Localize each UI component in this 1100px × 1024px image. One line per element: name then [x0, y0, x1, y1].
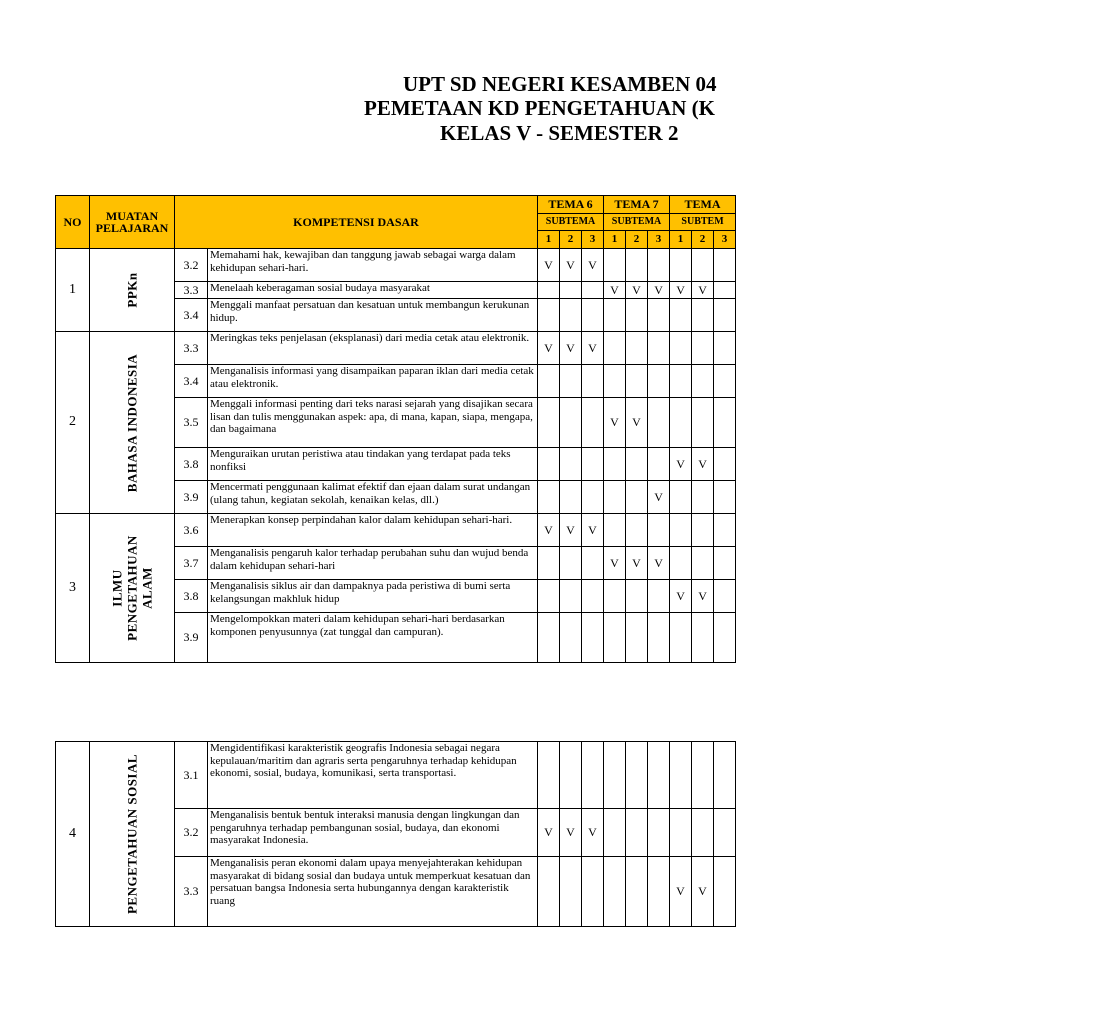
mark-cell: [648, 332, 670, 365]
mark-cell: [538, 742, 560, 809]
mark-cell: V: [670, 448, 692, 481]
mark-cell: [626, 809, 648, 857]
mark-cell: V: [692, 282, 714, 299]
row-number: 3: [56, 514, 90, 663]
subject-label-line: ALAM: [139, 567, 155, 609]
mark-cell: [648, 742, 670, 809]
kd-number: 3.6: [175, 514, 208, 547]
mark-cell: [670, 365, 692, 398]
mark-cell: [604, 448, 626, 481]
mark-cell: [582, 857, 604, 927]
subject-cell: [90, 514, 175, 663]
header-subtema: SUBTEMA: [604, 214, 670, 231]
mark-cell: [692, 742, 714, 809]
mark-cell: V: [604, 547, 626, 580]
kd-description: Menganalisis peran ekonomi dalam upaya menyejahterakan kehidupan masyarakat di bidang sosial dan budaya untuk memperkuat kesatuan dan persatuan bangsa Indonesia serta hubungannya dengan karakteristik ruang: [208, 857, 538, 927]
mark-cell: [538, 365, 560, 398]
class-semester: KELAS V - SEMESTER 2: [440, 121, 679, 145]
document-title: PEMETAAN KD PENGETAHUAN (K: [364, 96, 715, 120]
mark-cell: V: [670, 857, 692, 927]
mark-cell: V: [582, 514, 604, 547]
mark-cell: [560, 448, 582, 481]
mark-cell: [604, 809, 626, 857]
mark-cell: [582, 547, 604, 580]
mark-cell: [714, 249, 736, 282]
header-tema-7: TEMA 7: [604, 196, 670, 214]
mark-cell: [560, 398, 582, 448]
mark-cell: [582, 299, 604, 332]
kd-number: 3.5: [175, 398, 208, 448]
mark-cell: [692, 613, 714, 663]
header-subtema: SUBTEMA: [538, 214, 604, 231]
mark-cell: [626, 857, 648, 927]
table-row: [56, 742, 736, 809]
mark-cell: [626, 448, 648, 481]
mark-cell: V: [538, 249, 560, 282]
mark-cell: [560, 857, 582, 927]
mark-cell: [560, 613, 582, 663]
mark-cell: [692, 547, 714, 580]
kd-description: Mengidentifikasi karakteristik geografis Indonesia sebagai negara kepulauan/maritim dan agraris serta pengaruhnya terhadap kehidupan ekonomi, sosial, budaya, komunikasi, serta transportasi.: [208, 742, 538, 809]
mark-cell: [538, 857, 560, 927]
mark-cell: [670, 249, 692, 282]
mark-cell: V: [670, 282, 692, 299]
mark-cell: V: [604, 398, 626, 448]
kd-description: Mencermati penggunaan kalimat efektif dan ejaan dalam surat undangan (ulang tahun, kegiatan sekolah, kenaikan kelas, dll.): [208, 481, 538, 514]
mark-cell: V: [626, 282, 648, 299]
mark-cell: [714, 481, 736, 514]
table-row: [56, 249, 736, 282]
header-tema-8: TEMA: [670, 196, 736, 214]
row-number: 4: [56, 742, 90, 927]
subject-label: PPKn: [124, 272, 140, 308]
mark-cell: [670, 514, 692, 547]
mark-cell: V: [538, 809, 560, 857]
kd-description: Meringkas teks penjelasan (eksplanasi) dari media cetak atau elektronik.: [208, 332, 538, 365]
mark-cell: [714, 365, 736, 398]
mark-cell: [626, 299, 648, 332]
mark-cell: [538, 613, 560, 663]
mark-cell: [538, 282, 560, 299]
kd-description: Menguraikan urutan peristiwa atau tindakan yang terdapat pada teks nonfiksi: [208, 448, 538, 481]
mark-cell: V: [692, 580, 714, 613]
mark-cell: [648, 613, 670, 663]
kd-description: Menganalisis bentuk bentuk interaksi manusia dengan lingkungan dan pengaruhnya terhadap pembangunan sosial, budaya, dan ekonomi masyarakat Indonesia.: [208, 809, 538, 857]
mark-cell: V: [582, 809, 604, 857]
mark-cell: [692, 514, 714, 547]
header-subtema-number: 2: [626, 231, 648, 249]
mark-cell: [670, 547, 692, 580]
row-number: 2: [56, 332, 90, 514]
mark-cell: [626, 249, 648, 282]
kd-number: 3.2: [175, 249, 208, 282]
mark-cell: [648, 809, 670, 857]
mark-cell: [692, 332, 714, 365]
kd-number: 3.4: [175, 365, 208, 398]
mark-cell: [670, 332, 692, 365]
mark-cell: [714, 742, 736, 809]
mark-cell: V: [538, 332, 560, 365]
subject-cell: [90, 742, 175, 927]
mark-cell: [714, 514, 736, 547]
mark-cell: V: [648, 282, 670, 299]
mark-cell: V: [560, 249, 582, 282]
mark-cell: [538, 580, 560, 613]
header-subtema-number: 1: [604, 231, 626, 249]
mark-cell: [692, 249, 714, 282]
kd-number: 3.4: [175, 299, 208, 332]
mark-cell: V: [648, 481, 670, 514]
mark-cell: [604, 332, 626, 365]
mark-cell: [714, 332, 736, 365]
mark-cell: [538, 448, 560, 481]
kd-number: 3.3: [175, 282, 208, 299]
mark-cell: [560, 580, 582, 613]
mark-cell: [604, 613, 626, 663]
mark-cell: [560, 481, 582, 514]
mark-cell: [648, 365, 670, 398]
row-number: 1: [56, 249, 90, 332]
kd-description: Memahami hak, kewajiban dan tanggung jawab sebagai warga dalam kehidupan sehari-hari.: [208, 249, 538, 282]
mark-cell: [648, 857, 670, 927]
mark-cell: [582, 613, 604, 663]
mark-cell: [538, 299, 560, 332]
mark-cell: [538, 547, 560, 580]
mark-cell: [560, 299, 582, 332]
mark-cell: [692, 299, 714, 332]
kd-number: 3.3: [175, 857, 208, 927]
header-subtema-number: 3: [714, 231, 736, 249]
mark-cell: [648, 448, 670, 481]
mark-cell: [714, 448, 736, 481]
kd-number: 3.9: [175, 481, 208, 514]
mark-cell: V: [560, 514, 582, 547]
mark-cell: V: [560, 809, 582, 857]
school-name: UPT SD NEGERI KESAMBEN 04: [403, 72, 717, 96]
mark-cell: [692, 809, 714, 857]
mark-cell: [560, 282, 582, 299]
kd-description: Menelaah keberagaman sosial budaya masyarakat: [208, 282, 538, 299]
mark-cell: [604, 365, 626, 398]
header-subtema-number: 3: [582, 231, 604, 249]
mark-cell: [692, 481, 714, 514]
subject-label-line: ILMU: [109, 569, 125, 607]
kd-description: Menggali manfaat persatuan dan kesatuan untuk membangun kerukunan hidup.: [208, 299, 538, 332]
mark-cell: [714, 809, 736, 857]
mark-cell: [648, 514, 670, 547]
mark-cell: [582, 448, 604, 481]
mark-cell: [582, 742, 604, 809]
header-no: NO: [56, 196, 90, 249]
mark-cell: V: [582, 332, 604, 365]
mark-cell: V: [648, 547, 670, 580]
subject-label: PENGETAHUAN SOSIAL: [124, 753, 140, 915]
header-kompetensi: KOMPETENSI DASAR: [175, 196, 538, 249]
header-subtema-number: 2: [692, 231, 714, 249]
mark-cell: [604, 249, 626, 282]
mark-cell: [604, 580, 626, 613]
mark-cell: [714, 613, 736, 663]
mark-cell: [670, 809, 692, 857]
mark-cell: [648, 299, 670, 332]
header-subtema-number: 1: [538, 231, 560, 249]
mark-cell: [670, 742, 692, 809]
mark-cell: [626, 742, 648, 809]
mark-cell: [626, 580, 648, 613]
kd-number: 3.3: [175, 332, 208, 365]
kd-description: Mengelompokkan materi dalam kehidupan sehari-hari berdasarkan komponen penyusunnya (zat tunggal dan campuran).: [208, 613, 538, 663]
kd-number: 3.7: [175, 547, 208, 580]
kd-description: Menerapkan konsep perpindahan kalor dalam kehidupan sehari-hari.: [208, 514, 538, 547]
mark-cell: [626, 365, 648, 398]
kd-description: Menggali informasi penting dari teks narasi sejarah yang disajikan secara lisan dan tulis menggunakan aspek: apa, di mana, kapan, siapa, mengapa, dan bagaimana: [208, 398, 538, 448]
mark-cell: [604, 299, 626, 332]
mark-cell: V: [692, 857, 714, 927]
mark-cell: V: [604, 282, 626, 299]
mark-cell: [538, 481, 560, 514]
mark-cell: [626, 481, 648, 514]
subject-label: [110, 535, 155, 641]
mark-cell: [538, 398, 560, 448]
subject-cell: [90, 332, 175, 514]
mark-cell: V: [670, 580, 692, 613]
kd-number: 3.8: [175, 580, 208, 613]
mark-cell: [604, 514, 626, 547]
mark-cell: V: [626, 547, 648, 580]
kd-description: Menganalisis siklus air dan dampaknya pada peristiwa di bumi serta kelangsungan makhluk hidup: [208, 580, 538, 613]
mark-cell: [670, 481, 692, 514]
mark-cell: V: [538, 514, 560, 547]
mark-cell: [582, 580, 604, 613]
mark-cell: [692, 365, 714, 398]
mark-cell: [714, 857, 736, 927]
kd-number: 3.9: [175, 613, 208, 663]
table-row: [56, 332, 736, 365]
mark-cell: [560, 742, 582, 809]
mark-cell: [648, 249, 670, 282]
header-subtema-number: 2: [560, 231, 582, 249]
header-muatan: MUATAN PELAJARAN: [90, 196, 175, 249]
kd-number: 3.1: [175, 742, 208, 809]
mark-cell: [626, 613, 648, 663]
mark-cell: [582, 398, 604, 448]
mark-cell: [670, 613, 692, 663]
subject-cell: [90, 249, 175, 332]
mark-cell: [560, 365, 582, 398]
mark-cell: [560, 547, 582, 580]
mark-cell: V: [692, 448, 714, 481]
kd-number: 3.8: [175, 448, 208, 481]
mark-cell: [604, 481, 626, 514]
mark-cell: [582, 481, 604, 514]
mark-cell: [670, 299, 692, 332]
kd-mapping-table-continued: [55, 741, 736, 927]
mark-cell: [582, 365, 604, 398]
mark-cell: [626, 332, 648, 365]
mark-cell: [714, 547, 736, 580]
kd-mapping-table: [55, 195, 736, 663]
mark-cell: [626, 514, 648, 547]
mark-cell: V: [626, 398, 648, 448]
mark-cell: [714, 398, 736, 448]
kd-description: Menganalisis informasi yang disampaikan paparan iklan dari media cetak atau elektronik.: [208, 365, 538, 398]
kd-description: Menganalisis pengaruh kalor terhadap perubahan suhu dan wujud benda dalam kehidupan sehari-hari: [208, 547, 538, 580]
mark-cell: [582, 282, 604, 299]
mark-cell: [714, 580, 736, 613]
mark-cell: [648, 398, 670, 448]
mark-cell: [604, 742, 626, 809]
header-tema-6: TEMA 6: [538, 196, 604, 214]
table-row: [56, 514, 736, 547]
kd-number: 3.2: [175, 809, 208, 857]
mark-cell: [670, 398, 692, 448]
mark-cell: V: [582, 249, 604, 282]
mark-cell: [714, 299, 736, 332]
header-subtema: SUBTEM: [670, 214, 736, 231]
mark-cell: [604, 857, 626, 927]
mark-cell: V: [560, 332, 582, 365]
subject-label-line: PENGETAHUAN: [124, 535, 140, 641]
subject-label: BAHASA INDONESIA: [124, 353, 140, 492]
header-subtema-number: 3: [648, 231, 670, 249]
mark-cell: [714, 282, 736, 299]
mark-cell: [648, 580, 670, 613]
mark-cell: [692, 398, 714, 448]
header-subtema-number: 1: [670, 231, 692, 249]
